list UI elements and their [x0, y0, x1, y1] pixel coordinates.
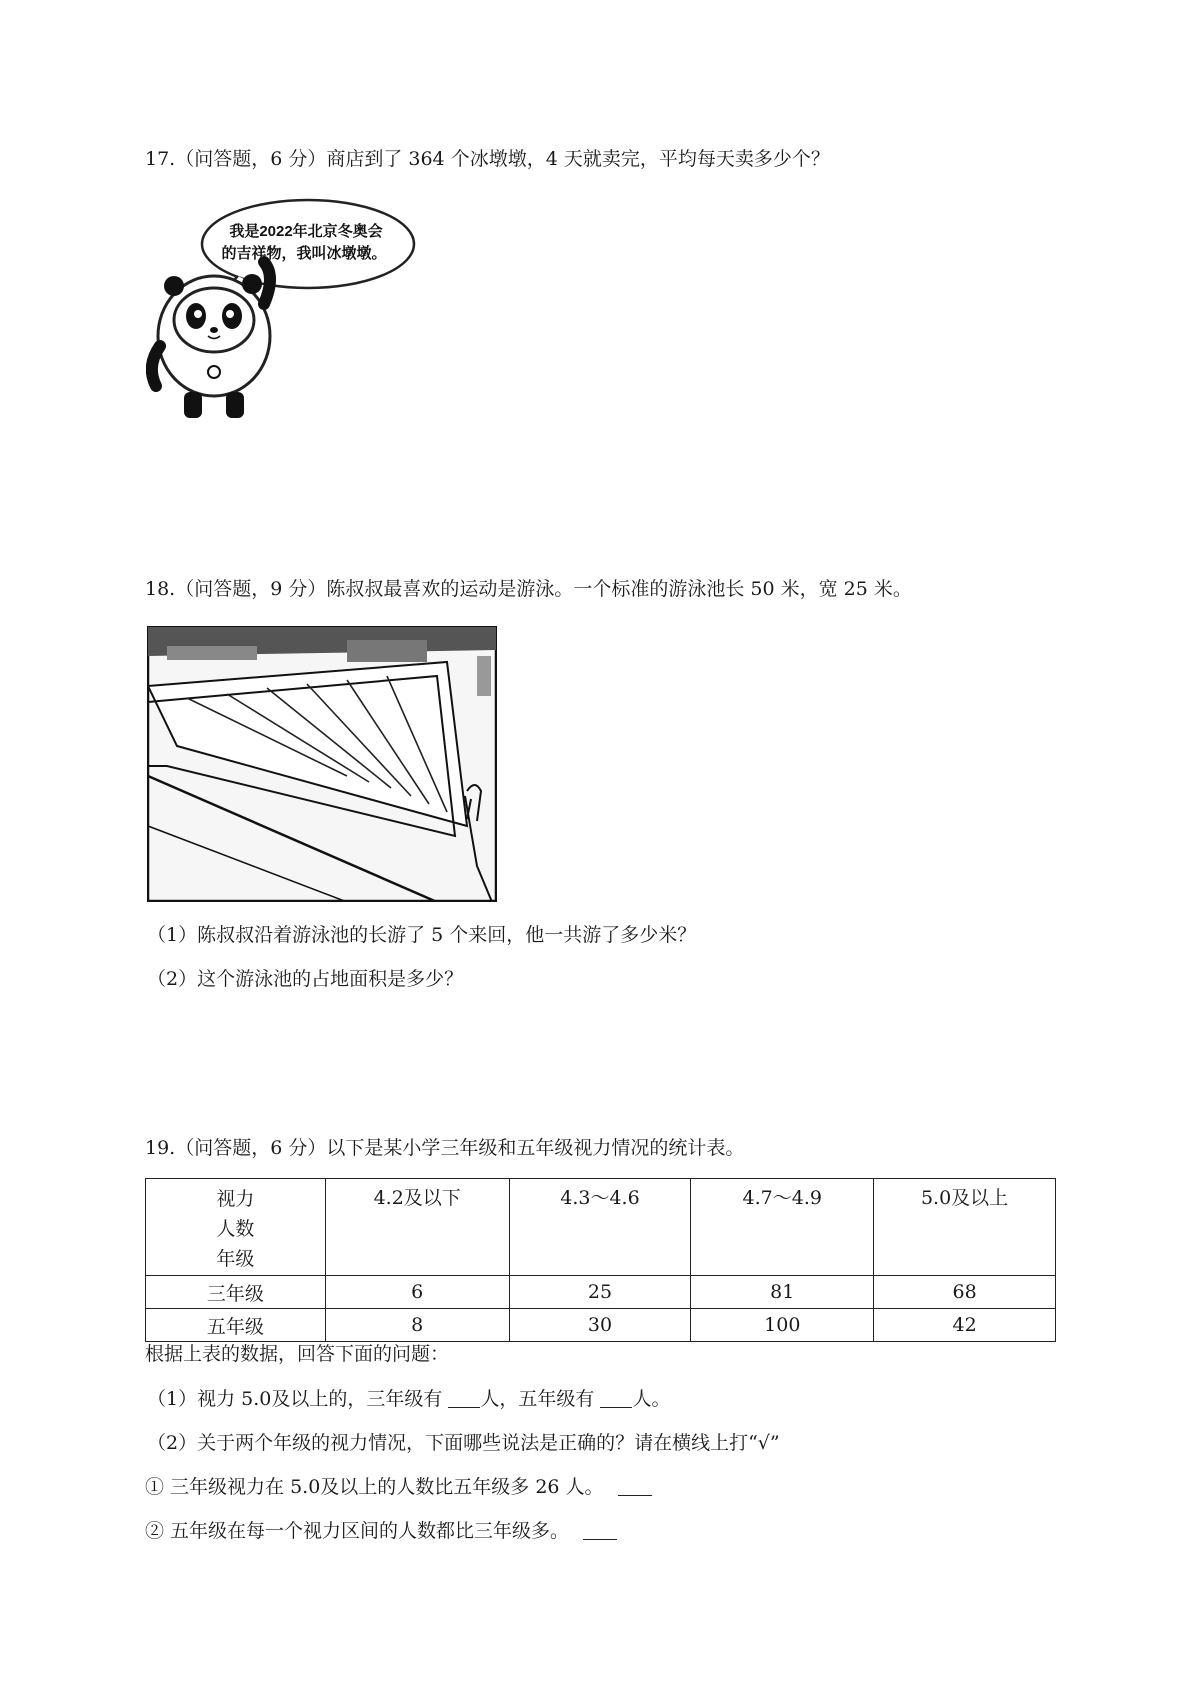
q17-text: 17.（问答题，6 分）商店到了 364 个冰墩墩，4 天就卖完，平均每天卖多少个？ [145, 148, 830, 170]
bing-dwen-dwen-illustration [146, 196, 416, 436]
column-header: 4.7～4.9 [691, 1179, 874, 1276]
q18-sub1: （1）陈叔叔沿着游泳池的长游了 5 个来回，他一共游了多少米？ [147, 924, 697, 946]
table-cell: 6 [325, 1276, 509, 1309]
bubble-line-2: 的吉祥物，我叫冰墩墩。 [221, 245, 387, 262]
q19-text: 19.（问答题，6 分）以下是某小学三年级和五年级视力情况的统计表。 [145, 1137, 745, 1159]
q18-sub2: （2）这个游泳池的占地面积是多少？ [147, 968, 464, 990]
table-row [146, 1309, 1056, 1342]
table-header-row [146, 1179, 1056, 1276]
table-cell: 25 [509, 1276, 691, 1309]
answer-blank-grade5[interactable] [600, 1387, 632, 1408]
q19-sub2: （2）关于两个年级的视力情况，下面哪些说法是正确的？请在横线上打“√” [147, 1432, 780, 1454]
q18-text: 18.（问答题，9 分）陈叔叔最喜欢的运动是游泳。一个标准的游泳池长 50 米，宽 25 米。 [145, 578, 912, 600]
corner-label-count: 人数 [216, 1218, 255, 1240]
q19-sub1-part-c: 人。 [632, 1388, 671, 1410]
table-row [146, 1276, 1056, 1309]
table-cell: 81 [691, 1276, 874, 1309]
bubble-line-1: 我是2022年北京冬奥会 [229, 223, 383, 240]
corner-label-grade: 年级 [216, 1248, 255, 1270]
table-cell: 100 [691, 1309, 874, 1342]
q19-sub1 [147, 1386, 670, 1412]
swimming-pool-photo [147, 626, 497, 902]
q19-intro: 根据上表的数据，回答下面的问题： [145, 1343, 450, 1365]
table-corner-cell [146, 1179, 326, 1276]
table-cell: 30 [509, 1309, 691, 1342]
row-label: 五年级 [146, 1309, 326, 1342]
table-cell: 8 [325, 1309, 509, 1342]
column-header: 5.0及以上 [874, 1179, 1056, 1276]
q19-sub1-part-a: （1）视力 5.0及以上的，三年级有 [147, 1388, 449, 1410]
table-cell: 42 [874, 1309, 1056, 1342]
statement-1-text: ① 三年级视力在 5.0及以上的人数比五年级多 26 人。 [145, 1476, 604, 1498]
table-cell: 68 [874, 1276, 1056, 1309]
column-header: 4.3～4.6 [509, 1179, 691, 1276]
q19-statement-2 [145, 1518, 617, 1544]
vision-stats-table [145, 1178, 1056, 1342]
corner-label-vision: 视力 [216, 1188, 255, 1210]
q19-statement-1 [145, 1474, 652, 1500]
answer-blank-statement-1[interactable] [618, 1475, 652, 1496]
column-header: 4.2及以下 [325, 1179, 509, 1276]
answer-blank-grade3[interactable] [448, 1387, 480, 1408]
statement-2-text: ② 五年级在每一个视力区间的人数都比三年级多。 [145, 1520, 570, 1542]
q19-sub1-part-b: 人，五年级有 [480, 1388, 601, 1410]
row-label: 三年级 [146, 1276, 326, 1309]
answer-blank-statement-2[interactable] [583, 1519, 617, 1540]
